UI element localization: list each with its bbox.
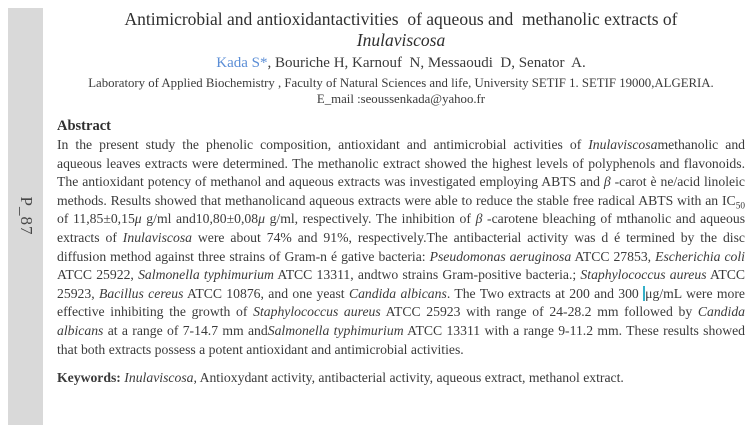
author-primary: Kada S*: [216, 55, 268, 71]
authors-rest: , Bouriche H, Karnouf N, Messaoudi D, Senator A.: [267, 55, 586, 71]
poster-number-strip: [8, 8, 43, 425]
paper-title-species: Inulaviscosa: [356, 30, 446, 50]
authors-line: [57, 54, 745, 73]
abstract-heading: Abstract: [57, 118, 111, 134]
poster-number-label: P_87: [16, 196, 36, 236]
paper-content: [57, 8, 745, 387]
email-line: E_mail :seoussenkada@yahoo.fr: [316, 92, 486, 106]
affiliation-line: Laboratory of Applied Biochemistry , Faculty of Natural Sciences and life, University SETIF 1. SETIF 19000,ALGERIA.: [88, 76, 714, 90]
abstract-paragraph: In the present study the phenolic composition, antioxidant and antimicrobial activities of Inulaviscosamethanolic and aqueous leaves extracts were determined. The methanolic extract showed the highest levels of polyphenols and flavonoids. The antioxidant potency of methanol and aqueous extracts was investigated employing ABTS and β -carot è ne/acid linoleic methods. Results showed that methanolicand aqueous extracts were able to reduce the stable free radical ABTS with an $IC_{50}$ of 11,85±0,15μ g/ml and10,80±0,08μ g/ml, respectively. The inhibition of β -carotene bleaching of mthanolic and aqueous extracts of Inulaviscosa were about 74% and 91%, respectively.The antibacterial activity was d é termined by the disc diffusion method against three strains of Gram-n é gative bacteria: Pseudomonas aeruginosa ATCC 27853, Escherichia coli ATCC 25922, Salmonella typhimurium ATCC 13311, andtwo strains Gram-positive bacteria.; Staphylococcus aureus ATCC 25923, Bacillus cereus ATCC 10876, and one yeast Candida albicans. The Two extracts at 200 and 300 μg/mL were more effective inhibiting the growth of Staphylococcus aureus ATCC 25923 with range of 24-28.2 mm followed by Candida albicans at a range of 7-14.7 mm andSalmonella typhimurium ATCC 13311 with a range 9-11.2 mm. These results showed that both extracts possess a potent antioxidant and antimicrobial activities.: [57, 137, 746, 357]
paper-header: [57, 8, 745, 107]
paper-title: Antimicrobial and antioxidantactivities of aqueous and methanolic extracts of: [124, 9, 678, 29]
keywords-line: Keywords: Inulaviscosa, Antioxydant activity, antibacterial activity, aqueous extract, methanol extract.: [57, 370, 624, 386]
